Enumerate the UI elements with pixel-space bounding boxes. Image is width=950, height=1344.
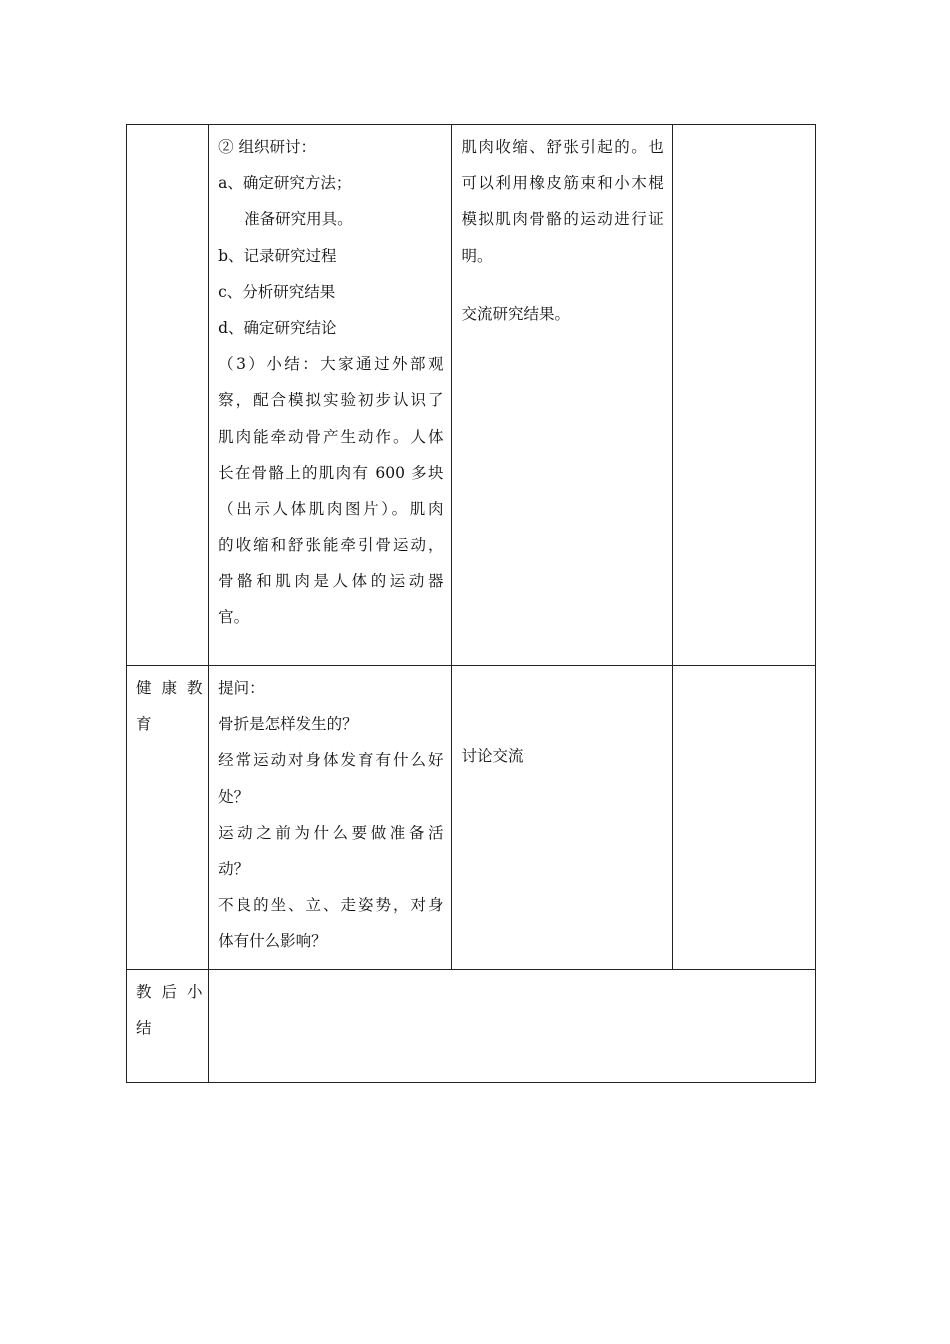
text-line: （出示人体肌肉图片）。肌肉	[218, 499, 444, 518]
notes-cell	[672, 125, 815, 666]
text-line: 不良的坐、立、走姿势，对身	[218, 896, 444, 915]
text-line: b、记录研究过程	[218, 246, 337, 265]
text-line: 的收缩和舒张能牵引骨运动，	[218, 536, 444, 555]
row-label-line: 教后小	[136, 983, 213, 1001]
text-line: 经常运动对身体发育有什么好	[218, 751, 444, 770]
student-activity-cell	[452, 666, 672, 970]
text-line: 模拟肌肉骨骼的运动进行证	[461, 210, 664, 229]
table-row-research	[127, 125, 816, 666]
row-label-cell	[127, 970, 213, 1083]
text-line: 讨论交流	[461, 747, 524, 765]
table-row-post-lesson-summary	[127, 970, 816, 1083]
row-label-line: 健康教	[136, 679, 213, 697]
row-label-line: 育	[136, 715, 162, 734]
notes-cell	[672, 666, 815, 970]
text-line: 提问：	[218, 679, 265, 697]
row-label-cell	[127, 666, 213, 970]
lesson-plan-table	[126, 124, 816, 1083]
teacher-activity-cell	[209, 125, 452, 666]
spacer	[461, 274, 663, 296]
row-label-line: 结	[136, 1019, 162, 1038]
text-line: 骨骼和肌肉是人体的运动器	[218, 572, 444, 591]
text-line: 察，配合模拟实验初步认识了	[218, 391, 444, 410]
text-line: c、分析研究结果	[218, 282, 336, 301]
summary-content-cell[interactable]	[209, 970, 816, 1083]
teacher-activity-cell	[209, 666, 452, 970]
table-row-health-education	[127, 666, 816, 970]
text-line: 可以利用橡皮筋束和小木棍	[461, 174, 664, 193]
student-activity-cell	[452, 125, 672, 666]
text-line: 官。	[218, 608, 250, 627]
text-line: ② 组织研讨：	[218, 138, 317, 156]
row-label-cell	[127, 125, 209, 666]
text-line: 动？	[218, 859, 250, 878]
text-line: 交流研究结果。	[461, 304, 570, 323]
text-line: 准备研究用具。	[244, 210, 353, 229]
text-line: 骨折是怎样发生的？	[218, 715, 358, 734]
text-line: 体有什么影响？	[218, 932, 327, 951]
text-line: a、确定研究方法；	[218, 174, 352, 193]
text-line: 肌肉能牵动骨产生动作。人体	[218, 427, 444, 446]
text-line: 处？	[218, 787, 250, 806]
text-line: 长在骨骼上的肌肉有 600 多块	[218, 463, 444, 482]
text-line: d、确定研究结论	[218, 318, 337, 337]
text-line: 运动之前为什么要做准备活	[218, 823, 444, 842]
text-line: 肌肉收缩、舒张引起的。也	[461, 138, 664, 156]
text-line: （3）小结：大家通过外部观	[218, 355, 444, 374]
text-line: 明。	[461, 246, 493, 265]
